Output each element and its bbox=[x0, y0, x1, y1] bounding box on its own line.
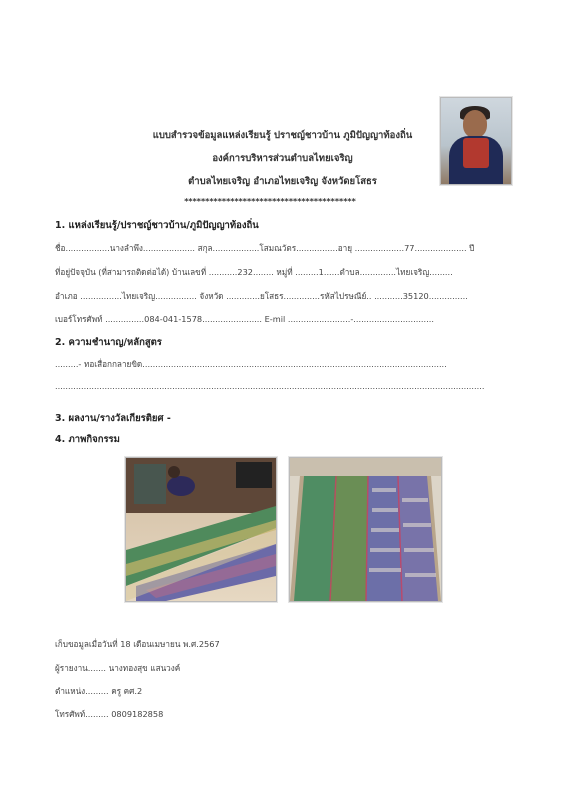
reporter-name: ผู้รายงาน....... นางทองสุข แสนวงค์ bbox=[55, 663, 181, 673]
section3-heading: 3. ผลงาน/รางวัลเกียรติยศ - bbox=[55, 413, 171, 424]
reporter-position: ตำแหน่ง......... ครู คศ.2 bbox=[55, 686, 143, 696]
section4-heading: 4. ภาพกิจกรรม bbox=[55, 434, 120, 445]
star-divider: ***************************************** bbox=[184, 197, 356, 206]
form-title: แบบสำรวจข้อมูลแหล่งเรียนรู้ ปราชญ์ชาวบ้าน ภูมิปัญญาท้องถิ่น bbox=[152, 130, 413, 141]
contact-line: เบอร์โทรศัพท์ ...............084-041-1578....................... E-mil ........................-............................... bbox=[55, 314, 434, 324]
expertise-line-blank: ..................................................................................................................................................................... bbox=[55, 381, 485, 391]
location-line: ตำบลไทยเจริญ อำเภอไทยเจริญ จังหวัดยโสธร bbox=[188, 176, 377, 187]
collection-date: เก็บขอมูลเมื่อวันที่ 18 เดือนเมษายน พ.ศ.2567 bbox=[55, 639, 220, 649]
section2-heading: 2. ความชำนาญ/หลักสูตร bbox=[55, 337, 162, 348]
reporter-phone: โทรศัพท์......... 0809182858 bbox=[55, 709, 164, 719]
section1-heading: 1. แหล่งเรียนรู้/ปราชญ์ชาวบ้าน/ภูมิปัญญาท้องถิ่น bbox=[55, 220, 259, 231]
activity-photo-mat bbox=[289, 457, 442, 602]
portrait-photo bbox=[440, 97, 512, 185]
address-line: ที่อยู่ปัจจุบัน (ที่สามารถติดต่อได้) บ้านเลขที่ ...........232........ หมู่ที่ .........1......ตำบล..............ไทยเจริญ......... bbox=[55, 267, 453, 277]
expertise-line: .........- ทอเสื่อกกลายขิด..................................................................................................................... bbox=[55, 359, 447, 369]
activity-photo-weaving bbox=[125, 457, 277, 602]
district-line: อำเภอ ................ไทยเจริญ................ จังหวัด .............ยโสธร..............รหัสไปรษณีย์.. ...........35120............... bbox=[55, 291, 468, 301]
name-line: ชื่อ.................นางลำพึง.................... สกุล..................โสมณวัตร................อายุ ...................77.................... ปี bbox=[55, 243, 475, 253]
organization-name: องค์การบริหารส่วนตำบลไทยเจริญ bbox=[212, 153, 353, 164]
